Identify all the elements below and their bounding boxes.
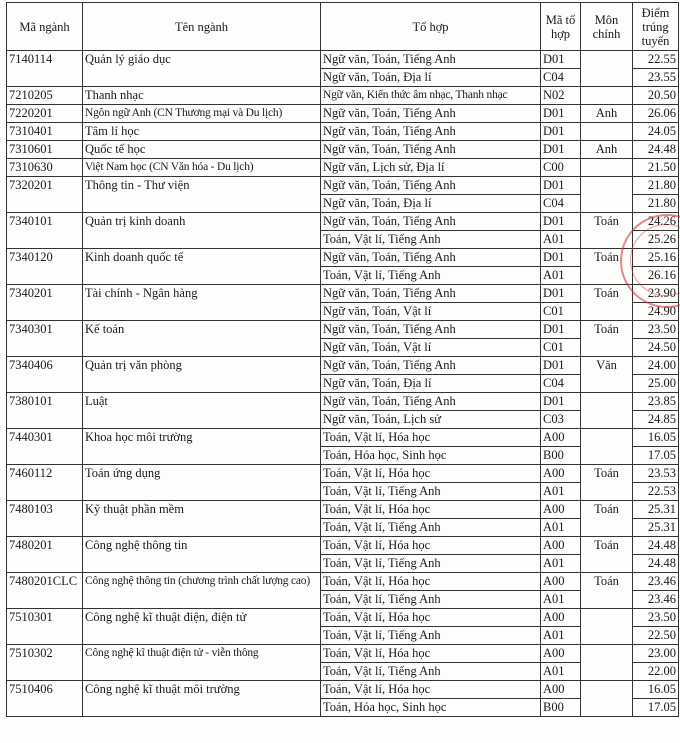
table-row [7, 321, 679, 339]
table-row [7, 87, 679, 105]
combination: Ngữ văn, Lịch sử, Địa lí [321, 159, 541, 177]
combination: Ngữ văn, Toán, Tiếng Anh [321, 285, 541, 303]
major-code: 7210205 [7, 87, 83, 105]
table-row [7, 573, 679, 591]
major-code: 7340301 [7, 321, 83, 357]
main-subject [581, 645, 633, 681]
admission-score: 23.85 [633, 393, 679, 411]
main-subject: Toán [581, 501, 633, 537]
major-name: Quốc tế học [83, 141, 321, 159]
major-code: 7340406 [7, 357, 83, 393]
combination-code: B00 [541, 699, 581, 717]
combination: Ngữ văn, Toán, Lịch sử [321, 411, 541, 429]
main-subject: Toán [581, 573, 633, 609]
combination: Toán, Vật lí, Tiếng Anh [321, 591, 541, 609]
major-code: 7380101 [7, 393, 83, 429]
combination: Ngữ văn, Toán, Tiếng Anh [321, 51, 541, 69]
combination-code: N02 [541, 87, 581, 105]
table-row [7, 105, 679, 123]
admission-score: 21.80 [633, 177, 679, 195]
major-name: Khoa học môi trường [83, 429, 321, 465]
combination: Toán, Vật lí, Tiếng Anh [321, 231, 541, 249]
major-code: 7310630 [7, 159, 83, 177]
combination: Ngữ văn, Kiến thức âm nhạc, Thanh nhạc [321, 87, 541, 105]
combination-code: A00 [541, 609, 581, 627]
main-subject: Toán [581, 537, 633, 573]
combination-code: B00 [541, 447, 581, 465]
combination-code: A00 [541, 429, 581, 447]
admission-score: 24.00 [633, 357, 679, 375]
combination: Toán, Vật lí, Tiếng Anh [321, 555, 541, 573]
main-subject: Văn [581, 357, 633, 393]
major-code: 7340201 [7, 285, 83, 321]
table-row [7, 177, 679, 195]
combination: Ngữ văn, Toán, Tiếng Anh [321, 357, 541, 375]
major-code: 7220201 [7, 105, 83, 123]
admission-score: 24.50 [633, 339, 679, 357]
admission-score: 24.26 [633, 213, 679, 231]
combination: Toán, Vật lí, Tiếng Anh [321, 519, 541, 537]
major-code: 7510301 [7, 609, 83, 645]
table-row [7, 429, 679, 447]
main-subject: Toán [581, 249, 633, 285]
combination-code: C01 [541, 303, 581, 321]
major-code: 7440301 [7, 429, 83, 465]
major-name: Thanh nhạc [83, 87, 321, 105]
admission-scores-table [6, 2, 679, 717]
combination-code: A00 [541, 501, 581, 519]
admission-score: 22.50 [633, 627, 679, 645]
admission-score: 21.50 [633, 159, 679, 177]
combination: Toán, Vật lí, Hóa học [321, 537, 541, 555]
main-subject [581, 393, 633, 429]
major-name: Công nghệ kĩ thuật điện, điện tử [83, 609, 321, 645]
table-row [7, 393, 679, 411]
main-subject: Toán [581, 213, 633, 249]
table-row [7, 609, 679, 627]
major-name: Công nghệ thông tin [83, 537, 321, 573]
combination-code: D01 [541, 123, 581, 141]
combination-code: D01 [541, 141, 581, 159]
admission-score: 23.50 [633, 609, 679, 627]
admission-score: 17.05 [633, 699, 679, 717]
major-name: Công nghệ kĩ thuật môi trường [83, 681, 321, 717]
main-subject [581, 681, 633, 717]
table-row [7, 141, 679, 159]
combination-code: D01 [541, 357, 581, 375]
main-subject: Anh [581, 105, 633, 123]
combination-code: D01 [541, 321, 581, 339]
admission-score: 22.00 [633, 663, 679, 681]
major-name: Công nghệ kĩ thuật điện tử - viễn thông [83, 645, 321, 681]
main-subject [581, 87, 633, 105]
table-row [7, 357, 679, 375]
main-subject: Anh [581, 141, 633, 159]
major-name: Quản lý giáo dục [83, 51, 321, 87]
major-name: Công nghệ thông tin (chương trình chất lượng cao) [83, 573, 321, 609]
combination: Toán, Hóa học, Sinh học [321, 699, 541, 717]
table-row [7, 645, 679, 663]
table-row [7, 213, 679, 231]
combination-code: A00 [541, 537, 581, 555]
major-code: 7310401 [7, 123, 83, 141]
major-name: Kinh doanh quốc tế [83, 249, 321, 285]
combination-code: C03 [541, 411, 581, 429]
combination: Toán, Vật lí, Tiếng Anh [321, 267, 541, 285]
admission-score: 25.00 [633, 375, 679, 393]
combination: Toán, Vật lí, Tiếng Anh [321, 663, 541, 681]
combination-code: A01 [541, 231, 581, 249]
admission-score: 23.46 [633, 573, 679, 591]
table-row [7, 465, 679, 483]
major-code: 7460112 [7, 465, 83, 501]
combination-code: D01 [541, 213, 581, 231]
combination: Ngữ văn, Toán, Tiếng Anh [321, 123, 541, 141]
admission-score: 16.05 [633, 681, 679, 699]
admission-score: 26.06 [633, 105, 679, 123]
combination: Ngữ văn, Toán, Tiếng Anh [321, 105, 541, 123]
admission-score: 25.26 [633, 231, 679, 249]
admission-score: 24.90 [633, 303, 679, 321]
main-subject: Toán [581, 321, 633, 357]
combination-code: C01 [541, 339, 581, 357]
major-code: 7510302 [7, 645, 83, 681]
major-name: Việt Nam học (CN Văn hóa - Du lịch) [83, 159, 321, 177]
combination-code: A01 [541, 663, 581, 681]
table-row [7, 159, 679, 177]
main-subject [581, 51, 633, 87]
admission-score: 25.31 [633, 519, 679, 537]
major-code: 7310601 [7, 141, 83, 159]
combination-code: D01 [541, 285, 581, 303]
combination: Toán, Vật lí, Hóa học [321, 573, 541, 591]
main-subject: Toán [581, 465, 633, 501]
admission-score: 20.50 [633, 87, 679, 105]
major-code: 7340120 [7, 249, 83, 285]
combination: Toán, Vật lí, Tiếng Anh [321, 627, 541, 645]
admission-score: 25.31 [633, 501, 679, 519]
major-code: 7480103 [7, 501, 83, 537]
combination: Ngữ văn, Toán, Tiếng Anh [321, 141, 541, 159]
header-mon-chinh: Môn chính [581, 3, 633, 51]
combination-code: A01 [541, 555, 581, 573]
combination: Ngữ văn, Toán, Tiếng Anh [321, 393, 541, 411]
admission-score: 23.90 [633, 285, 679, 303]
major-name: Kỹ thuật phần mềm [83, 501, 321, 537]
combination: Toán, Vật lí, Hóa học [321, 645, 541, 663]
combination-code: D01 [541, 393, 581, 411]
header-ma-nganh: Mã ngành [7, 3, 83, 51]
combination-code: A01 [541, 483, 581, 501]
admission-score: 24.48 [633, 537, 679, 555]
admission-score: 23.55 [633, 69, 679, 87]
combination: Toán, Vật lí, Hóa học [321, 501, 541, 519]
table-row [7, 501, 679, 519]
header-to-hop: Tổ hợp [321, 3, 541, 51]
main-subject [581, 429, 633, 465]
combination: Ngữ văn, Toán, Địa lí [321, 195, 541, 213]
admission-score: 24.48 [633, 555, 679, 573]
combination: Toán, Vật lí, Hóa học [321, 465, 541, 483]
combination: Ngữ văn, Toán, Tiếng Anh [321, 177, 541, 195]
combination-code: D01 [541, 177, 581, 195]
table-row [7, 123, 679, 141]
header-diem: Điểm trúng tuyển [633, 3, 679, 51]
header-ten-nganh: Tên ngành [83, 3, 321, 51]
admission-score: 17.05 [633, 447, 679, 465]
table-header [7, 3, 679, 51]
combination: Toán, Hóa học, Sinh học [321, 447, 541, 465]
major-name: Toán ứng dụng [83, 465, 321, 501]
major-code: 7510406 [7, 681, 83, 717]
combination-code: A01 [541, 267, 581, 285]
admission-score: 22.55 [633, 51, 679, 69]
major-name: Tài chính - Ngân hàng [83, 285, 321, 321]
main-subject [581, 159, 633, 177]
table-row [7, 285, 679, 303]
major-code: 7480201 [7, 537, 83, 573]
admission-score: 24.05 [633, 123, 679, 141]
combination: Ngữ văn, Toán, Vật lí [321, 303, 541, 321]
combination: Ngữ văn, Toán, Tiếng Anh [321, 213, 541, 231]
admission-score: 23.00 [633, 645, 679, 663]
table-row [7, 681, 679, 699]
combination: Toán, Vật lí, Tiếng Anh [321, 483, 541, 501]
table-row [7, 249, 679, 267]
admission-score: 23.46 [633, 591, 679, 609]
major-name: Ngôn ngữ Anh (CN Thương mại và Du lịch) [83, 105, 321, 123]
main-subject [581, 609, 633, 645]
combination-code: A00 [541, 681, 581, 699]
admission-score: 16.05 [633, 429, 679, 447]
main-subject: Toán [581, 285, 633, 321]
combination: Ngữ văn, Toán, Địa lí [321, 375, 541, 393]
combination-code: A01 [541, 519, 581, 537]
combination: Ngữ văn, Toán, Tiếng Anh [321, 321, 541, 339]
major-code: 7480201CLC [7, 573, 83, 609]
major-name: Quản trị văn phòng [83, 357, 321, 393]
combination-code: D01 [541, 249, 581, 267]
main-subject [581, 123, 633, 141]
combination-code: A00 [541, 645, 581, 663]
combination: Ngữ văn, Toán, Tiếng Anh [321, 249, 541, 267]
combination-code: A01 [541, 591, 581, 609]
major-name: Luật [83, 393, 321, 429]
combination-code: A01 [541, 627, 581, 645]
combination-code: A00 [541, 573, 581, 591]
major-name: Tâm lí học [83, 123, 321, 141]
combination: Toán, Vật lí, Hóa học [321, 681, 541, 699]
header-ma-to-hop: Mã tổ hợp [541, 3, 581, 51]
admission-score: 24.48 [633, 141, 679, 159]
table-body [7, 51, 679, 717]
table-row [7, 537, 679, 555]
major-name: Kế toán [83, 321, 321, 357]
combination: Ngữ văn, Toán, Vật lí [321, 339, 541, 357]
admission-score: 22.53 [633, 483, 679, 501]
major-code: 7340101 [7, 213, 83, 249]
combination-code: D01 [541, 51, 581, 69]
admission-score: 26.16 [633, 267, 679, 285]
combination-code: C04 [541, 69, 581, 87]
main-subject [581, 177, 633, 213]
major-code: 7320201 [7, 177, 83, 213]
admission-score: 24.85 [633, 411, 679, 429]
combination-code: C00 [541, 159, 581, 177]
combination: Toán, Vật lí, Hóa học [321, 429, 541, 447]
combination-code: D01 [541, 105, 581, 123]
admission-score: 23.50 [633, 321, 679, 339]
major-name: Quản trị kinh doanh [83, 213, 321, 249]
admission-score: 21.80 [633, 195, 679, 213]
major-code: 7140114 [7, 51, 83, 87]
combination-code: A00 [541, 465, 581, 483]
admission-score: 23.53 [633, 465, 679, 483]
admission-score: 25.16 [633, 249, 679, 267]
table-row [7, 51, 679, 69]
combination-code: C04 [541, 195, 581, 213]
major-name: Thông tin - Thư viện [83, 177, 321, 213]
combination: Ngữ văn, Toán, Địa lí [321, 69, 541, 87]
combination: Toán, Vật lí, Hóa học [321, 609, 541, 627]
combination-code: C04 [541, 375, 581, 393]
